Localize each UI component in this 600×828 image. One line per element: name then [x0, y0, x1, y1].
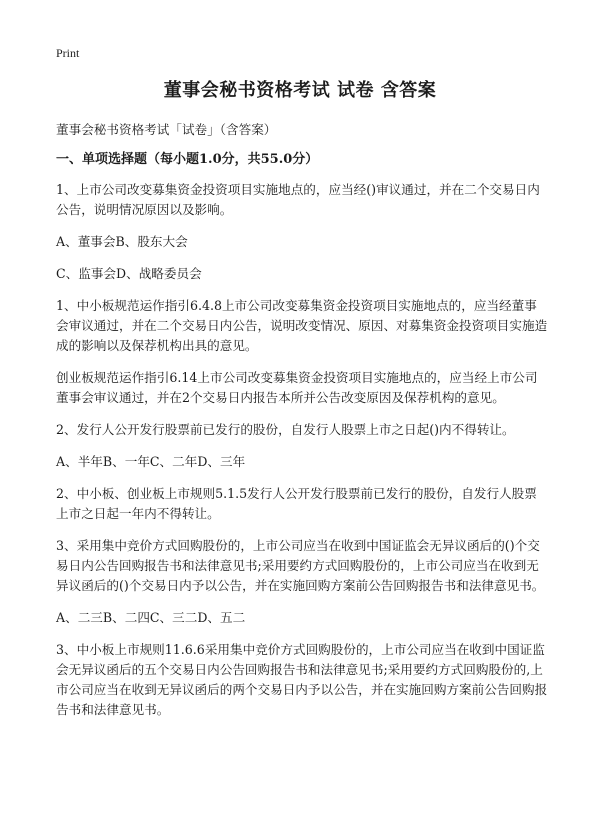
question-2-options: A、半年B、一年C、二年D、三年	[56, 454, 246, 469]
answer-3-explanation: 3、中小板上市规则11.6.6采用集中竞价方式回购股份的，上市公司应当在收到中国证监会无异议函后的五个交易日内公告回购报告书和法律意见书;采用要约方式回购股份的,上市公司应当在收到无异议函后的两个交易日内予以公告，并在实施回购方案前公告回购报告书和法律意见书。	[56, 642, 548, 717]
question-1-options-ab: A、董事会B、股东大会	[56, 234, 188, 249]
answer-1-explanation: 1、中小板规范运作指引6.4.8上市公司改变募集资金投资项目实施地点的，应当经董事会审议通过，并在二个交易日内公告，说明改变情况、原因、对募集资金投资项目实施造成的影响以及保荐机构出具的意见。	[56, 298, 548, 353]
document-subtitle: 董事会秘书资格考试「试卷」（含答案）	[56, 122, 277, 137]
question-2: 2、发行人公开发行股票前已发行的股份，自发行人股票上市之日起()内不得转让。	[56, 422, 515, 437]
page-title: 董事会秘书资格考试 试卷 含答案	[163, 80, 437, 101]
document-body	[56, 120, 548, 732]
question-3: 3、采用集中竞价方式回购股份的，上市公司应当在收到中国证监会无异议函后的()个交易日内公告回购报告书和法律意见书;采用要约方式回购股份的，上市公司应当在收到无异议函后的()个交易日内予以公告，并在实施回购方案前公告回购报告书和法律意见书。	[56, 538, 545, 593]
answer-2-explanation: 2、中小板、创业板上市规则5.1.5发行人公开发行股票前已发行的股份，自发行人股票上市之日起一年内不得转让。	[56, 486, 537, 521]
question-1-options-cd: C、监事会D、战略委员会	[56, 266, 202, 281]
print-link[interactable]: Print	[56, 46, 80, 60]
answer-1-explanation-2: 创业板规范运作指引6.14上市公司改变募集资金投资项目实施地点的，应当经上市公司董事会审议通过，并在2个交易日内报告本所并公告改变原因及保荐机构的意见。	[56, 370, 538, 405]
section-heading: 一、单项选择题（每小题1.0分，共55.0分）	[56, 152, 319, 167]
question-1: 1、上市公司改变募集资金投资项目实施地点的，应当经()审议通过，并在二个交易日内公告，说明情况原因以及影响。	[56, 182, 540, 217]
question-3-options: A、二三B、二四C、三二D、五二	[56, 610, 246, 625]
